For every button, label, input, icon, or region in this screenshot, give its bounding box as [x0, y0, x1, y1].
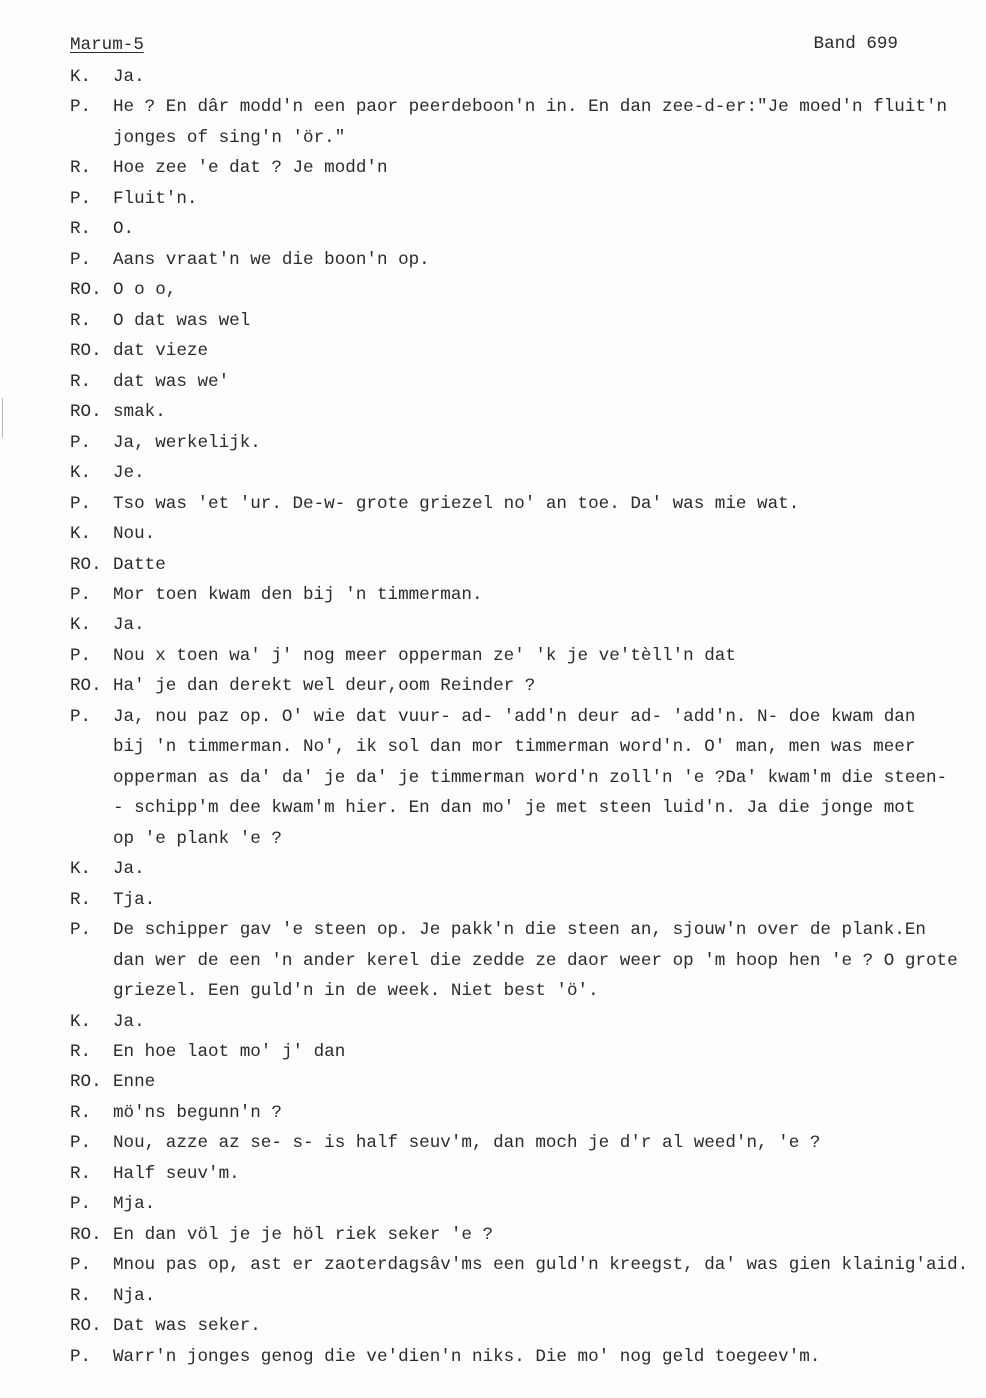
- utterance-text: Nou x toen wa' j' nog meer opperman ze' 'k je ve'tèll'n dat: [113, 645, 736, 666]
- utterance-text: De schipper gav 'e steen op. Je pakk'n die steen an, sjouw'n over de plank.En: [113, 920, 926, 941]
- speaker-label: RO.: [70, 1072, 102, 1093]
- speaker-label: P.: [70, 706, 92, 727]
- speaker-label: P.: [70, 1255, 92, 1276]
- utterance-text: O dat was wel: [113, 310, 251, 331]
- utterance-text: - schipp'm dee kwam'm hier. En dan mo' je met steen luid'n. Ja die jonge mot: [113, 798, 916, 819]
- utterance-text: Tso was 'et 'ur. De-w- grote griezel no' an toe. Da' was mie wat.: [113, 493, 800, 514]
- utterance-text: Je.: [113, 463, 145, 484]
- utterance-text: Mja.: [113, 1194, 156, 1215]
- transcript-line: [70, 885, 975, 915]
- transcript-line: [70, 123, 975, 153]
- utterance-text: Mnou pas op, ast er zaoterdagsâv'ms een guld'n kreegst, da' was gien klainig'aid.: [113, 1255, 969, 1276]
- utterance-text: jonges of sing'n 'ör.": [113, 127, 346, 148]
- speaker-label: RO.: [70, 554, 102, 575]
- speaker-label: R.: [70, 889, 92, 910]
- speaker-label: K.: [70, 67, 92, 87]
- transcript-line: [70, 306, 975, 336]
- utterance-text: Enne: [113, 1072, 156, 1093]
- utterance-text: En dan völ je je höl riek seker 'e ?: [113, 1224, 494, 1245]
- speaker-label: RO.: [70, 1316, 102, 1337]
- transcript-line: [70, 1250, 975, 1280]
- speaker-label: [70, 763, 113, 793]
- utterance-text: Mor toen kwam den bij 'n timmerman.: [113, 584, 483, 605]
- utterance-text: Ja.: [113, 859, 145, 880]
- speaker-label: P.: [70, 920, 92, 941]
- transcript-line: [70, 1189, 975, 1219]
- transcript-line: [70, 732, 975, 762]
- transcript-line: [70, 367, 975, 397]
- speaker-label: P.: [70, 97, 92, 118]
- transcript-line: [70, 1281, 975, 1311]
- utterance-text: Nou.: [113, 524, 156, 545]
- utterance-text: Dat was seker.: [113, 1316, 261, 1337]
- transcript-line: [70, 610, 975, 640]
- utterance-text: Hoe zee 'e dat ? Je modd'n: [113, 158, 388, 179]
- speaker-label: [70, 946, 113, 976]
- speaker-label: R.: [70, 371, 92, 392]
- transcript-line: [70, 1311, 975, 1341]
- utterance-text: smak.: [113, 402, 166, 423]
- utterance-text: dan wer de een 'n ander kerel die zedde ze daor weer op 'm hoop hen 'e ? O grote: [113, 950, 958, 971]
- speaker-label: R.: [70, 158, 92, 179]
- utterance-text: Nja.: [113, 1285, 156, 1306]
- utterance-text: Aans vraat'n we die boon'n op.: [113, 249, 430, 270]
- transcript-line: [70, 275, 975, 305]
- utterance-text: Fluit'n.: [113, 188, 198, 209]
- utterance-text: He ? En dâr modd'n een paor peerdeboon'n in. En dan zee-d-er:"Je moed'n fluit'n: [113, 97, 948, 118]
- transcript-line: [70, 153, 975, 183]
- speaker-label: R.: [70, 219, 92, 240]
- transcript-line: [70, 1037, 975, 1067]
- transcript-line: [70, 763, 975, 793]
- transcript-line: [70, 1342, 975, 1372]
- speaker-label: K.: [70, 615, 92, 636]
- transcript-line: [70, 519, 975, 549]
- transcript-line: [70, 946, 975, 976]
- utterance-text: O.: [113, 219, 135, 240]
- transcript-line: [70, 214, 975, 244]
- speaker-label: R.: [70, 1163, 92, 1184]
- speaker-label: P.: [70, 1194, 92, 1215]
- speaker-label: RO.: [70, 402, 102, 423]
- utterance-text: opperman as da' da' je da' je timmerman word'n zoll'n 'e ?Da' kwam'm die steen-: [113, 767, 948, 788]
- transcript-line: [70, 824, 975, 854]
- transcript-body: [70, 62, 975, 1372]
- transcript-line: [70, 184, 975, 214]
- transcript-line: [70, 245, 975, 275]
- transcript-line: [70, 976, 975, 1006]
- speaker-label: R.: [70, 1102, 92, 1123]
- speaker-label: RO.: [70, 341, 102, 362]
- transcript-line: [70, 1128, 975, 1158]
- utterance-text: Half seuv'm.: [113, 1163, 240, 1184]
- utterance-text: Warr'n jonges genog die ve'dien'n niks. Die mo' nog geld toegeev'm.: [113, 1346, 821, 1367]
- transcript-line: [70, 458, 975, 488]
- transcript-line: [70, 489, 975, 519]
- speaker-label: RO.: [70, 676, 102, 697]
- utterance-text: Tja.: [113, 889, 156, 910]
- transcript-line: [70, 854, 975, 884]
- speaker-label: [70, 824, 113, 854]
- transcript-line: [70, 580, 975, 610]
- utterance-text: Ja, werkelijk.: [113, 432, 261, 453]
- band-number: Band 699: [813, 34, 898, 54]
- transcript-line: [70, 62, 975, 92]
- speaker-label: R.: [70, 1285, 92, 1306]
- speaker-label: RO.: [70, 1224, 102, 1245]
- utterance-text: op 'e plank 'e ?: [113, 828, 282, 849]
- speaker-label: K.: [70, 1011, 92, 1032]
- speaker-label: [70, 976, 113, 1006]
- margin-scan-mark: [2, 398, 3, 438]
- utterance-text: dat vieze: [113, 341, 209, 362]
- speaker-label: P.: [70, 493, 92, 514]
- transcript-line: [70, 428, 975, 458]
- transcript-line: [70, 793, 975, 823]
- transcript-line: [70, 671, 975, 701]
- transcript-line: [70, 1159, 975, 1189]
- utterance-text: griezel. Een guld'n in de week. Niet best 'ö'.: [113, 981, 599, 1002]
- speaker-label: [70, 793, 113, 823]
- speaker-label: [70, 732, 113, 762]
- transcript-line: [70, 336, 975, 366]
- transcript-line: [70, 641, 975, 671]
- transcript-line: [70, 1098, 975, 1128]
- utterance-text: Ja.: [113, 615, 145, 636]
- transcript-line: [70, 702, 975, 732]
- utterance-text: Ja, nou paz op. O' wie dat vuur- ad- 'add'n deur ad- 'add'n. N- doe kwam dan: [113, 706, 916, 727]
- transcript-line: [70, 1220, 975, 1250]
- utterance-text: dat was we': [113, 371, 230, 392]
- utterance-text: Nou, azze az se- s- is half seuv'm, dan moch je d'r al weed'n, 'e ?: [113, 1133, 821, 1154]
- utterance-text: O o o,: [113, 280, 177, 301]
- transcript-line: [70, 915, 975, 945]
- speaker-label: P.: [70, 645, 92, 666]
- speaker-label: RO.: [70, 280, 102, 301]
- utterance-text: Ja.: [113, 1011, 145, 1032]
- utterance-text: Ja.: [113, 67, 145, 87]
- utterance-text: bij 'n timmerman. No', ik sol dan mor timmerman word'n. O' man, men was meer: [113, 737, 916, 758]
- transcript-line: [70, 1067, 975, 1097]
- speaker-label: R.: [70, 1042, 92, 1062]
- speaker-label: P.: [70, 584, 92, 605]
- speaker-label: P.: [70, 1346, 92, 1367]
- utterance-text: Datte: [113, 554, 166, 575]
- transcript-line: [70, 550, 975, 580]
- transcript-line: [70, 397, 975, 427]
- speaker-label: R.: [70, 310, 92, 331]
- speaker-label: P.: [70, 1133, 92, 1154]
- utterance-text: Ha' je dan derekt wel deur,oom Reinder ?: [113, 676, 536, 697]
- speaker-label: K.: [70, 463, 92, 484]
- transcript-line: [70, 1007, 975, 1037]
- document-title: Marum-5: [70, 35, 144, 55]
- utterance-text: En hoe laot mo' j' dan: [113, 1042, 346, 1062]
- speaker-label: P.: [70, 249, 92, 270]
- speaker-label: P.: [70, 188, 92, 209]
- speaker-label: [70, 123, 113, 153]
- transcript-line: [70, 92, 975, 122]
- speaker-label: K.: [70, 524, 92, 545]
- utterance-text: mö'ns begunn'n ?: [113, 1102, 282, 1123]
- speaker-label: P.: [70, 432, 92, 453]
- speaker-label: K.: [70, 859, 92, 880]
